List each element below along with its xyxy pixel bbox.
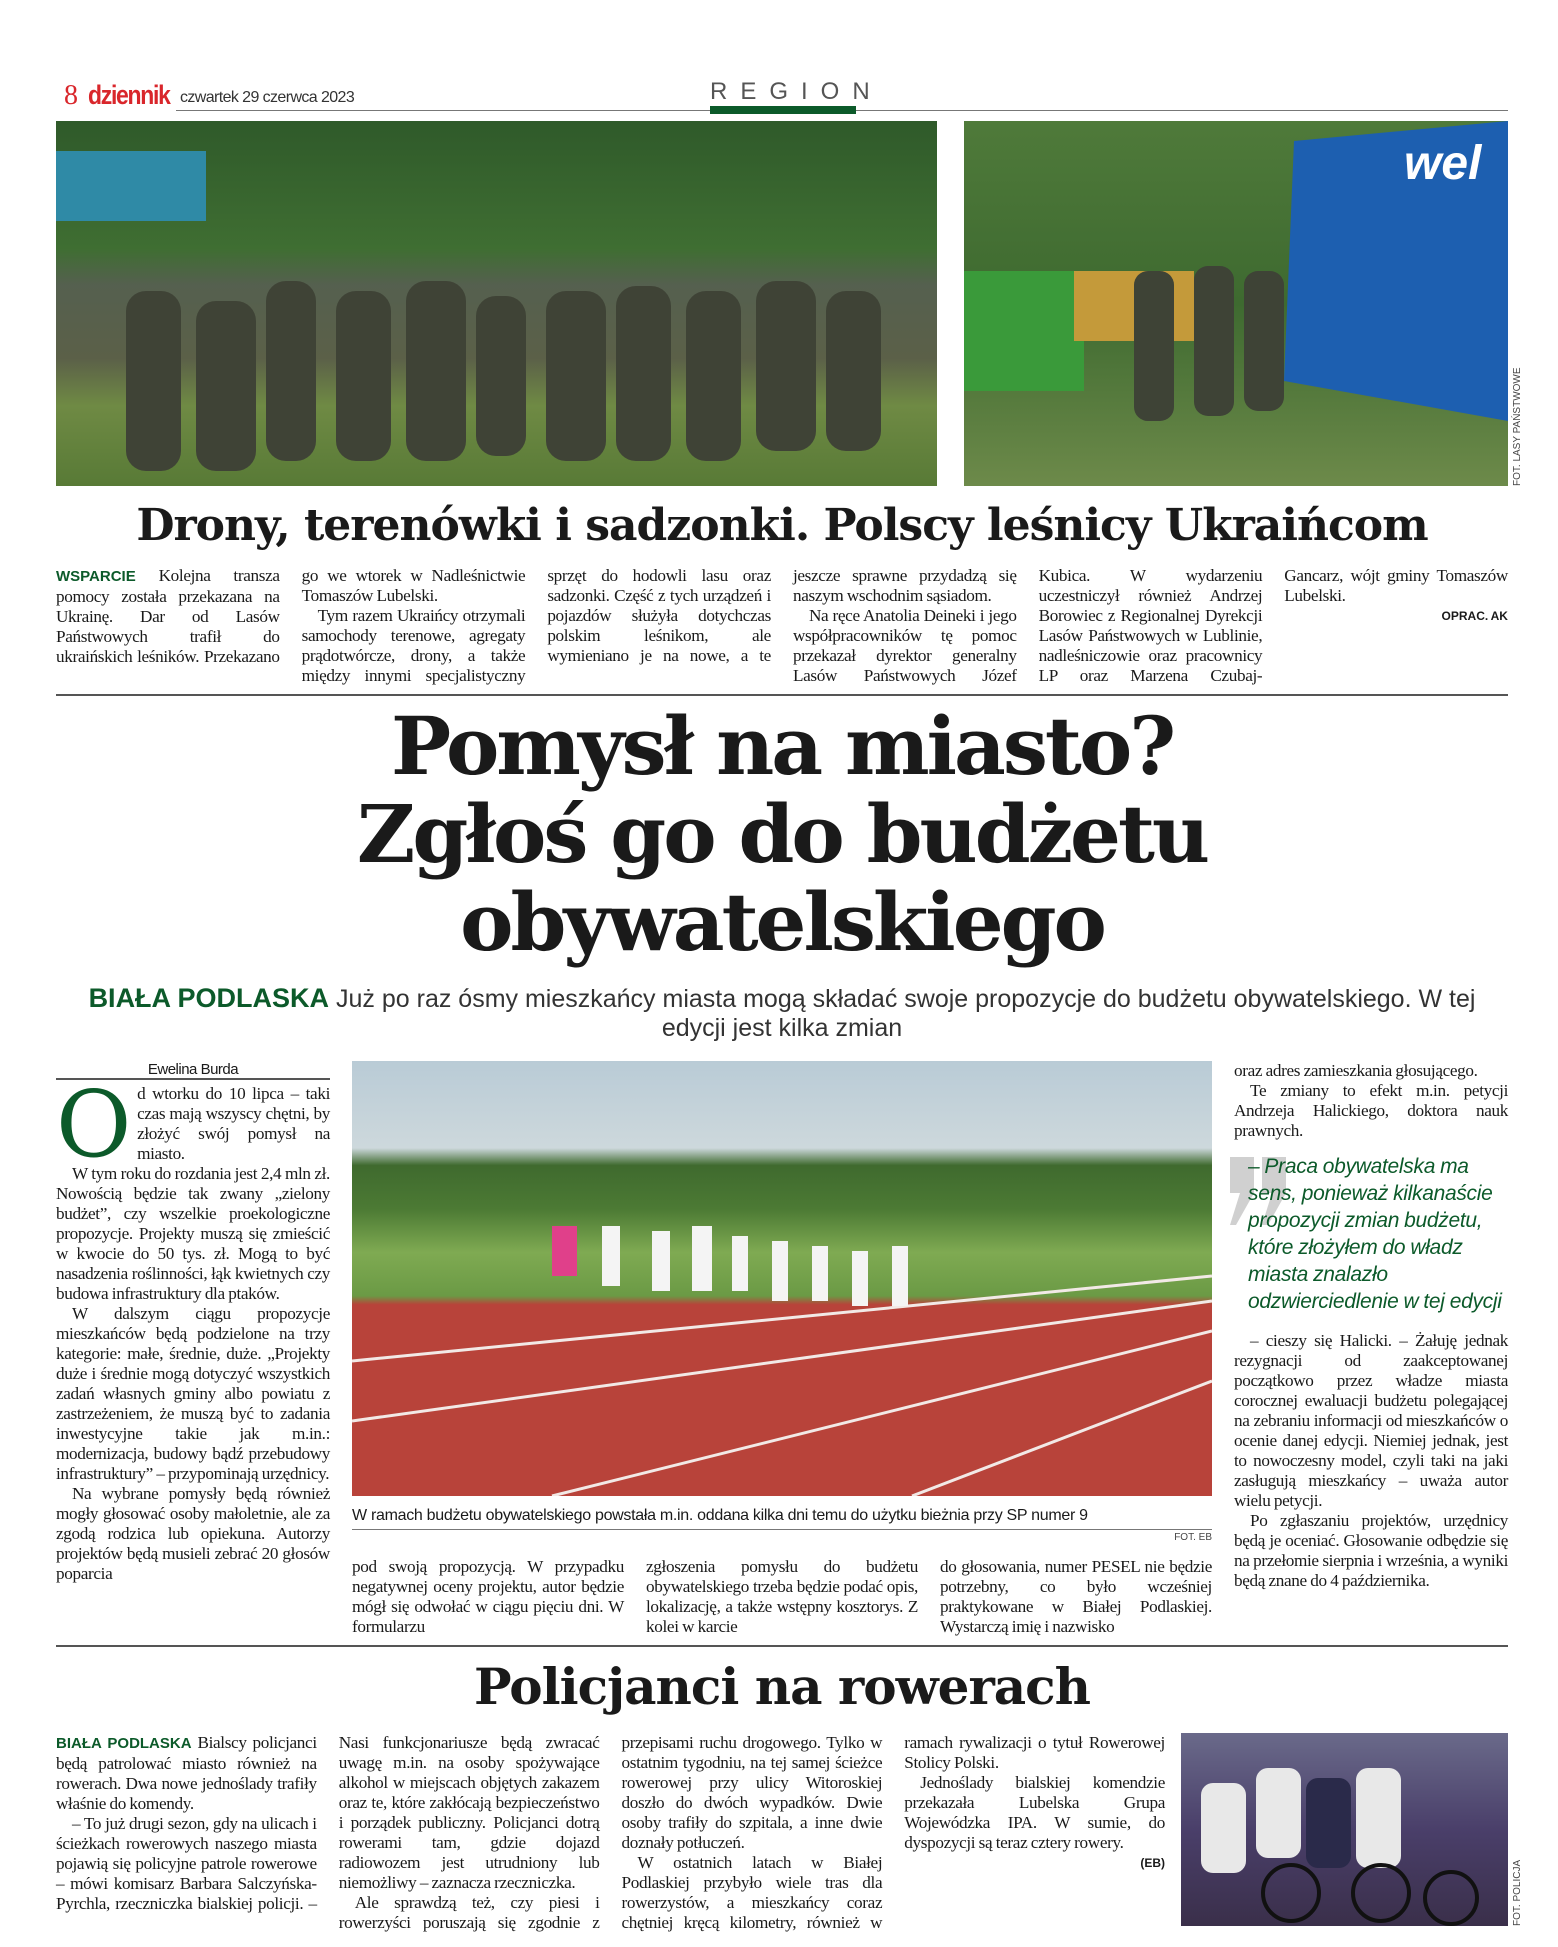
issue-date: czwartek 29 czerwca 2023 xyxy=(180,89,355,106)
paragraph: Ale sprawdzą też, czy piesi i rowerzyści poruszają się zgodnie z przepisami ruchu drogowego. Tylko w ostatnim tygodniu, na tej samej ścieżce rowerowej przy ulicy Witoroskiej doszło do dwóch wypadków. Dwie osoby trafiły do szpitala, a inne dwie doznały potłuczeń. xyxy=(338,1733,883,1932)
track-lines xyxy=(352,1061,1212,1496)
page-flow xyxy=(56,498,1523,1933)
author-name: Ewelina Burda xyxy=(147,1061,239,1078)
paragraph: – cieszy się Halicki. – Żałuję jednak rezygnacji od zaakceptowanej początkowo przez władze miasta corocznej ewaluacji budżetu polegającej na zebraniu informacji od mieszkańców o ocenie danej edycji. Niemiej jednak, jest to nowoczesny model, czyli taki na jaki zasługują mieszkańcy – uważa autor wielu petycji. xyxy=(1234,1331,1508,1510)
middle-column-2: zgłoszenia pomysłu do budżetu obywatelskiego trzeba będzie podać opis, lokalizację, a także wstępny kosztorys. Z kolei w karcie xyxy=(646,1557,918,1636)
newspaper-logo: dziennik xyxy=(88,80,170,110)
headline-line1: Pomysł na miasto? xyxy=(390,699,1174,793)
photo-credit: FOT. POLICJA xyxy=(1512,1859,1523,1926)
people-silhouettes xyxy=(56,121,937,486)
paragraph: d wtorku do 10 lipca – taki czas mają wszyscy chętni, by złożyć swój pomysł na miasto. xyxy=(137,1084,330,1163)
paragraph: Te zmiany to efekt m.in. petycji Andrzeja Halickiego, doktora nauk prawnych. xyxy=(1234,1081,1508,1140)
kicker: WSPARCIE xyxy=(56,568,136,585)
signature: OPRAC. AK xyxy=(1441,609,1508,623)
headline-police-bikes: Policjanci na rowerach xyxy=(474,1657,1090,1716)
photo-caption: W ramach budżetu obywatelskiego powstała m.in. oddana kilka dni temu do użytku bieżnia przy SP numer 9 xyxy=(352,1506,1212,1530)
lead-text: Już po raz ósmy mieszkańcy miasta mogą składać swoje propozycje do budżetu obywatelskiego. W tej edycji jest kilka zmian xyxy=(336,985,1476,1042)
article-budget xyxy=(56,1061,1508,1637)
center-column xyxy=(352,1061,1212,1637)
paragraph: Jednoślady bialskiej komendzie przekazała Lubelska Grupa Wojewódzka IPA. W sumie, do dyspozycji są teraz cztery rowery. xyxy=(904,1773,1165,1852)
lead-kicker: BIAŁA PODLASKA xyxy=(88,983,330,1013)
article-police-body xyxy=(56,1733,1165,1933)
paragraph: – To już drugi sezon, gdy na ulicach i ścieżkach rowerowych naszego miasta pojawią się policyjne patrole rowerowe – mówi komisarz Barbara Salczyńska-Pyrchla, rzeczniczka bialskiej policji. – Nasi funkcjonariusze będą zwracać uwagę m.in. na osoby spożywające alkohol w miejscach objętych zakazem oraz te, które zakłócają bezpieczeństwo i porządek publiczny. Policjanci dotrą rowerami tam, gdzie dojazd radiowozem jest utrudniony lub niemożliwy – zaznacza rzeczniczka. xyxy=(56,1733,600,1913)
paragraph: Na ręce Anatolia Deineki i jego współpracowników tę pomoc przekazał dyrektor generalny Lasów Państwowych Józef Kubica. W wydarzeniu uczestniczył również Andrzej Borowiec z Regionalnej Dyrekcji Lasów Państwowych w Lublinie, nadleśniczowie oraz pracownicy LP oraz Marzena Czubaj-Gancarz, wójt gminy Tomaszów Lubelski. xyxy=(792,566,1508,685)
paragraph: W dalszym ciągu propozycje mieszkańców będą podzielone na trzy kategorie: małe, średnie, duże. „Projekty duże i średnie mogą dotyczyć wszystkich zadań własnych gminy albo powiatu z zastrzeżeniem, że muszą być to zadania inwestycyjne takie jak m.in.: modernizacja, budowy bądź przebudowy infrastruktury” – przypominają urzędnicy. xyxy=(56,1304,330,1483)
police-photo-wrap xyxy=(1181,1733,1523,1926)
paragraph: Na wybrane pomysły będą również mogły głosować osoby małoletnie, ale za zgodą rodzica lub opiekuna. Autorzy projektów będą musieli zebrać 20 głosów poparcia xyxy=(56,1484,330,1583)
paragraph: Tym razem Ukraińcy otrzymali samochody terenowe, agregaty prądotwórcze, drony, a także między innymi specjalistyczny sprzęt do hodowli lasu oraz sadzonki. Część z tych urządzeń i pojazdów służyła dotychczas polskim leśnikom, ale wymieniano je na nowe, a te jeszcze sprawne przydadzą się naszym wschodnim sąsiadom. xyxy=(301,566,1017,685)
section-bar xyxy=(710,106,856,114)
lead xyxy=(70,984,1494,1043)
signature: (EB) xyxy=(1140,1856,1165,1870)
photo-foresters-group xyxy=(56,121,937,486)
middle-columns xyxy=(352,1557,1212,1637)
paragraph: Po zgłaszaniu projektów, urzędnicy będą je oceniać. Głosowanie odbędzie się na przełomie sierpnia i września, a wyniki będą znane do 4 października. xyxy=(1234,1511,1508,1590)
photo-equipment-truck xyxy=(964,121,1508,486)
paragraph: Bialscy policjanci będą patrolować miasto również na rowerach. Dwa nowe jednoślady trafiły właśnie do komendy. xyxy=(56,1733,317,1813)
photo-credit: FOT. LASY PAŃSTWOWE xyxy=(1512,367,1523,486)
headline-foresters: Drony, terenówki i sadzonki. Polscy leśnicy Ukraińcom xyxy=(136,500,1428,551)
article-police xyxy=(56,1733,1523,1933)
photo-running-track xyxy=(352,1061,1212,1496)
divider xyxy=(56,694,1508,696)
right-column xyxy=(1234,1061,1508,1637)
section-title: REGION xyxy=(710,78,883,105)
middle-column-1: pod swoją propozycją. W przypadku negatywnej oceny projektu, autor będzie mógł się odwołać w ciągu pięciu dni. W formularzu xyxy=(352,1557,624,1636)
middle-column-3: do głosowania, numer PESEL nie będzie potrzebny, co było wcześniej praktykowane w Białej Podlaskiej. Wystarczą imię i nazwisko xyxy=(940,1557,1212,1636)
drop-cap: O xyxy=(56,1071,132,1178)
photo-credit: FOT. EB xyxy=(1174,1532,1212,1543)
truck-logo: wel xyxy=(1404,137,1482,190)
paragraph: W ostatnich latach w Białej Podlaskiej przybyło wiele tras dla rowerzystów, a mieszkańcy coraz chętniej kręcą kilometry, również w ramach rywalizacji o tytuł Rowerowej Stolicy Polski. xyxy=(621,1733,1165,1932)
kicker: BIAŁA PODLASKA xyxy=(56,1735,192,1752)
headline-line2: Zgłoś go do budżetu obywatelskiego xyxy=(356,787,1208,969)
pull-quote: – Praca obywatelska ma sens, ponieważ kilkanaście propozycji zmian budżetu, które złożyłem do władz miasta znalazło odzwierciedlenie w tej edycji xyxy=(1248,1155,1502,1313)
paragraph: W tym roku do rozdania jest 2,4 mln zł. Nowością będzie tak zwany „zielony budżet”, czy wszelkie proekologiczne propozycje. Projekty muszą się zmieścić w kwocie do 50 tys. zł. Mogą to być nasadzenia roślinności, łąk kwietnych czy budowa infrastruktury dla ptaków. xyxy=(56,1164,330,1303)
paragraph: oraz adres zamieszkania głosującego. xyxy=(1234,1061,1478,1080)
paragraph: Kolejna transza pomocy została przekazana na Ukrainę. Dar od Lasów Państwowych trafił do ukraińskich leśników. Przekazano go we wtorek w Nadleśnictwie Tomaszów Lubelski. xyxy=(56,566,526,666)
divider xyxy=(56,1645,1508,1647)
police-officers xyxy=(1181,1733,1508,1926)
left-column xyxy=(56,1061,330,1637)
article-foresters-body xyxy=(56,566,1508,686)
page-number: 8 xyxy=(64,80,78,111)
photo-police-bikes xyxy=(1181,1733,1508,1926)
